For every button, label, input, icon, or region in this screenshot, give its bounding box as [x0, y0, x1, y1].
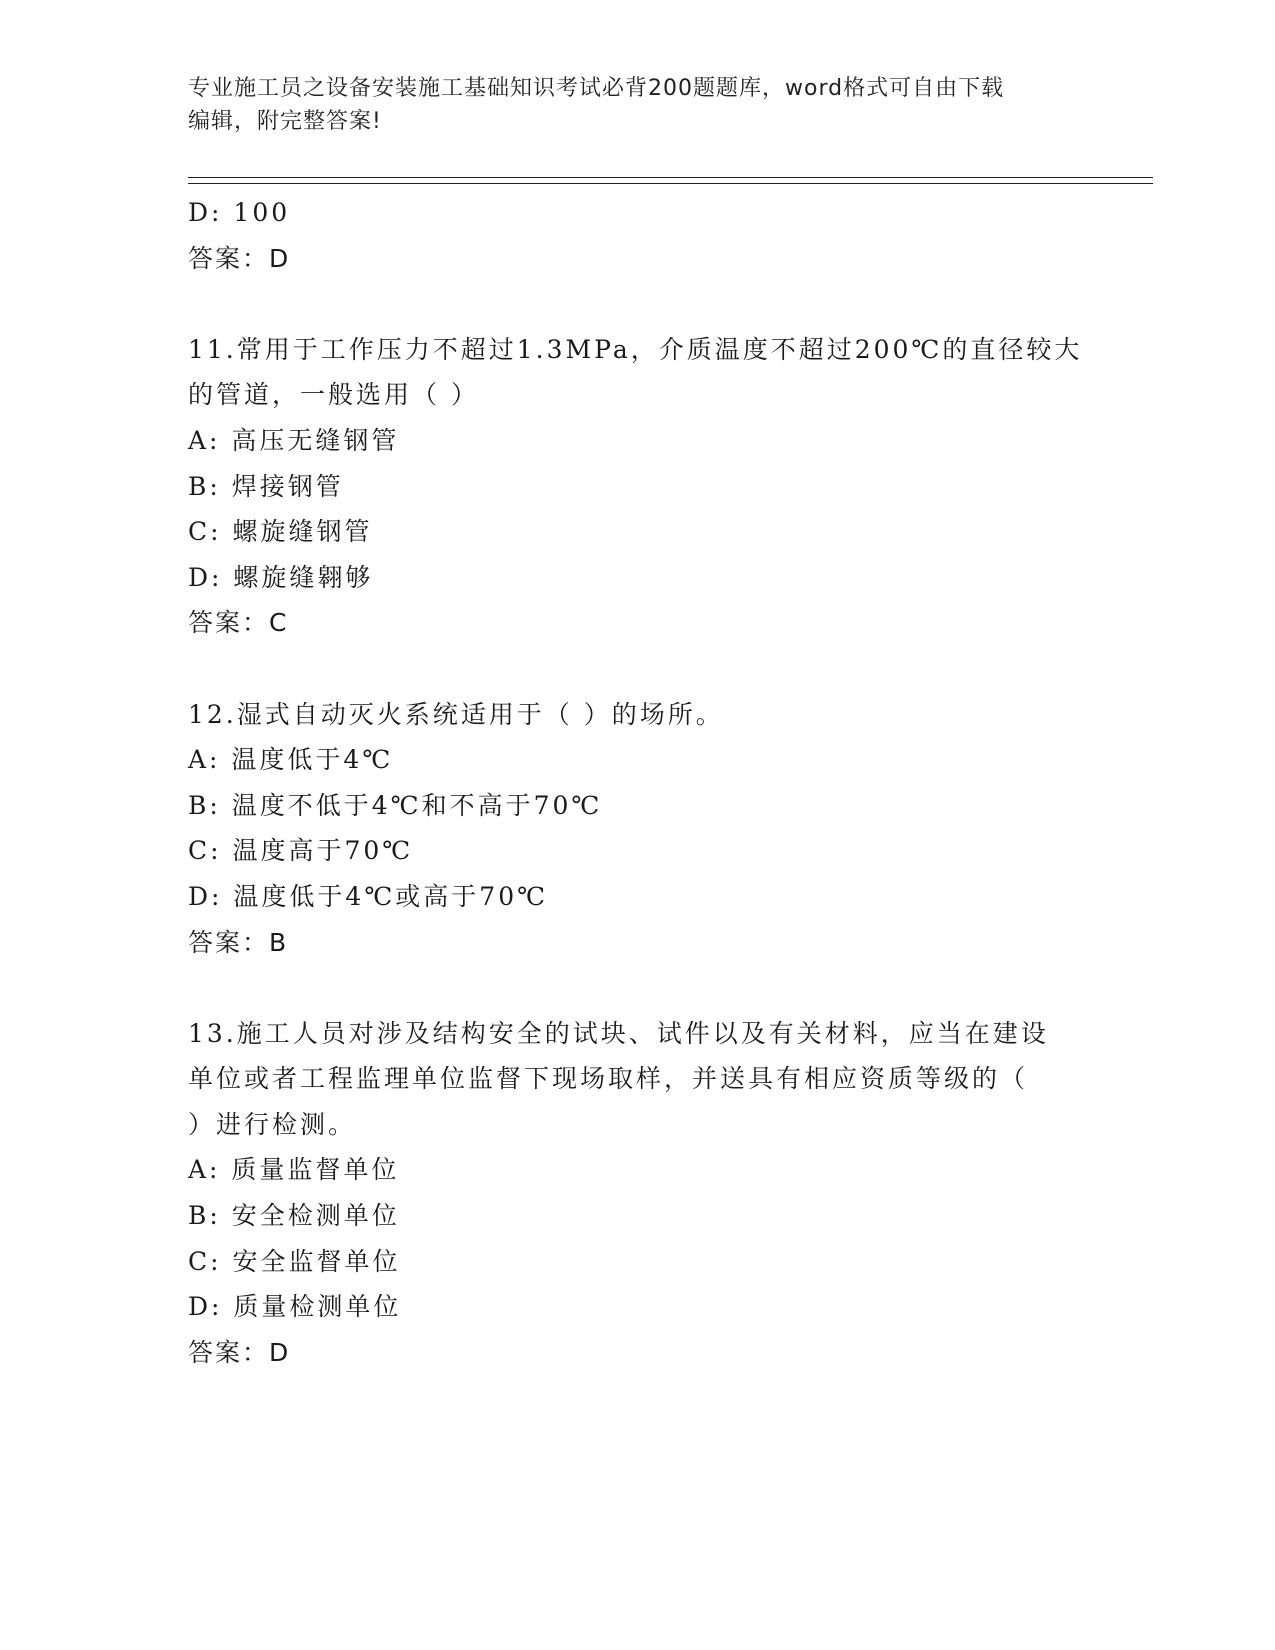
header-line-2: 编辑，附完整答案! [188, 109, 382, 134]
header-line-1: 专业施工员之设备安装施工基础知识考试必背200题题库，word格式可自由下载 [188, 76, 1005, 101]
spacer [188, 646, 1088, 692]
option-d: D: 螺旋缝翱够 [188, 562, 374, 592]
option-a: A: 高压无缝钢管 [188, 425, 400, 455]
option-d: D: 质量检测单位 [188, 1292, 402, 1322]
question-stem-line: ）进行检测。 [188, 1109, 357, 1139]
answer: 答案：D [188, 1337, 291, 1367]
option-c: C: 安全监督单位 [188, 1246, 401, 1276]
option-d: D: 温度低于4℃或高于70℃ [188, 881, 549, 911]
document-header [188, 72, 1068, 138]
question-content [188, 190, 1088, 1375]
spacer [188, 281, 1088, 327]
question-11 [188, 327, 1088, 646]
option-c: C: 温度高于70℃ [188, 836, 414, 866]
header-rule-bottom [188, 183, 1153, 184]
spacer [188, 965, 1088, 1011]
option-b: B: 安全检测单位 [188, 1201, 400, 1231]
option-b: B: 焊接钢管 [188, 471, 344, 501]
option-c: C: 螺旋缝钢管 [188, 517, 373, 547]
header-rule-top [188, 177, 1153, 178]
answer: 答案：C [188, 608, 289, 638]
option-a: A: 质量监督单位 [188, 1155, 400, 1185]
question-12 [188, 692, 1088, 966]
option-a: A: 温度低于4℃ [188, 745, 394, 775]
question-stem-line: 13.施工人员对涉及结构安全的试块、试件以及有关材料，应当在建设 [188, 1018, 1049, 1048]
question-13 [188, 1011, 1088, 1376]
question-stem-line: 单位或者工程监理单位监督下现场取样，并送具有相应资质等级的（ [188, 1064, 1029, 1094]
question-stem-line: 12.湿式自动灭火系统适用于（ ）的场所。 [188, 699, 724, 729]
prev-option-d: D: 100 [188, 198, 291, 227]
question-stem-line: 11.常用于工作压力不超过1.3MPa，介质温度不超过200℃的直径较大 [188, 334, 1083, 364]
answer: 答案：B [188, 927, 289, 957]
prev-answer: 答案：D [188, 243, 291, 273]
option-b: B: 温度不低于4℃和不高于70℃ [188, 790, 603, 820]
question-stem-line: 的管道，一般选用（ ） [188, 380, 479, 410]
